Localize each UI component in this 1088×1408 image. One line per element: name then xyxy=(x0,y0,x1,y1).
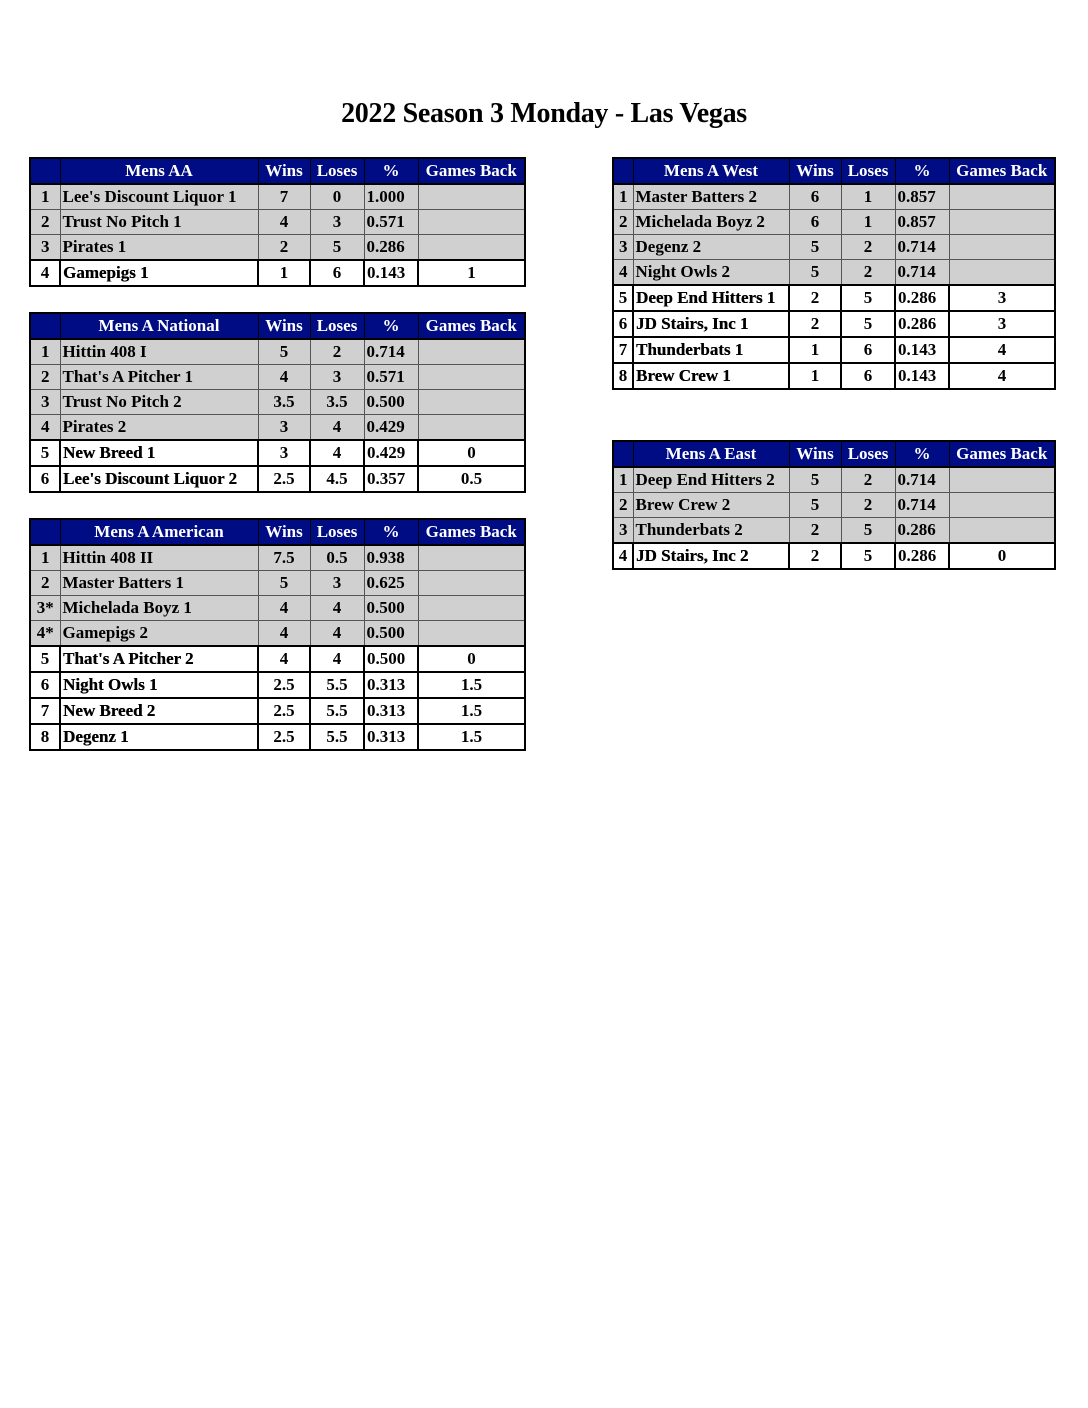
pct-value: 0.714 xyxy=(895,493,949,518)
games-back-value xyxy=(949,210,1055,235)
wins-value: 2.5 xyxy=(258,672,310,698)
wins-value: 3.5 xyxy=(258,390,310,415)
team-name: Thunderbats 1 xyxy=(633,337,789,363)
games-back-value xyxy=(418,596,525,621)
loses-header: Loses xyxy=(310,158,364,184)
table-row xyxy=(30,596,525,621)
wins-value: 3 xyxy=(258,440,310,466)
table-row xyxy=(30,466,525,492)
games-back-value: 1.5 xyxy=(418,724,525,750)
loses-value: 2 xyxy=(841,260,895,286)
team-name: Night Owls 2 xyxy=(633,260,789,286)
team-name: Hittin 408 II xyxy=(60,545,258,571)
rank-cell: 3 xyxy=(613,518,633,544)
team-name: New Breed 2 xyxy=(60,698,258,724)
rank-cell: 2 xyxy=(613,210,633,235)
table-row xyxy=(613,363,1055,389)
rank-cell: 1 xyxy=(30,545,60,571)
loses-value: 3 xyxy=(310,571,364,596)
loses-value: 2 xyxy=(841,467,895,493)
pct-value: 0.286 xyxy=(895,311,949,337)
table-row xyxy=(30,210,525,235)
rank-cell: 3 xyxy=(30,235,60,261)
pct-value: 0.500 xyxy=(364,596,418,621)
pct-header: % xyxy=(895,158,949,184)
pct-value: 0.625 xyxy=(364,571,418,596)
loses-value: 3.5 xyxy=(310,390,364,415)
table-row xyxy=(30,260,525,286)
games-back-value xyxy=(949,260,1055,286)
games-back-value xyxy=(949,235,1055,260)
loses-value: 4 xyxy=(310,596,364,621)
games-back-value xyxy=(418,210,525,235)
wins-value: 5 xyxy=(789,493,841,518)
wins-value: 2 xyxy=(789,311,841,337)
team-name: Lee's Discount Liquor 2 xyxy=(60,466,258,492)
rank-cell: 2 xyxy=(613,493,633,518)
loses-value: 3 xyxy=(310,210,364,235)
pct-value: 0.143 xyxy=(364,260,418,286)
games-back-header: Games Back xyxy=(949,158,1055,184)
games-back-value xyxy=(418,571,525,596)
table-header-row xyxy=(30,313,525,339)
team-name: Degenz 2 xyxy=(633,235,789,260)
rank-cell: 1 xyxy=(30,339,60,365)
loses-value: 2 xyxy=(310,339,364,365)
wins-value: 3 xyxy=(258,415,310,441)
loses-header: Loses xyxy=(310,313,364,339)
page-title: 2022 Season 3 Monday - Las Vegas xyxy=(341,98,747,129)
rank-cell: 5 xyxy=(30,646,60,672)
pct-value: 0.143 xyxy=(895,363,949,389)
wins-header: Wins xyxy=(258,313,310,339)
wins-header: Wins xyxy=(258,519,310,545)
rank-header xyxy=(613,158,633,184)
team-name: JD Stairs, Inc 1 xyxy=(633,311,789,337)
wins-value: 4 xyxy=(258,646,310,672)
team-name: Brew Crew 1 xyxy=(633,363,789,389)
loses-value: 4.5 xyxy=(310,466,364,492)
games-back-value xyxy=(418,621,525,647)
wins-value: 7.5 xyxy=(258,545,310,571)
pct-value: 0.857 xyxy=(895,184,949,210)
rank-cell: 5 xyxy=(613,285,633,311)
games-back-header: Games Back xyxy=(418,519,525,545)
pct-header: % xyxy=(364,158,418,184)
games-back-value xyxy=(418,365,525,390)
team-name: Lee's Discount Liquor 1 xyxy=(60,184,258,210)
wins-value: 2 xyxy=(789,518,841,544)
loses-header: Loses xyxy=(841,441,895,467)
pct-value: 0.857 xyxy=(895,210,949,235)
games-back-value: 0.5 xyxy=(418,466,525,492)
table-row xyxy=(30,646,525,672)
wins-value: 5 xyxy=(789,467,841,493)
rank-cell: 7 xyxy=(30,698,60,724)
loses-value: 0.5 xyxy=(310,545,364,571)
pct-value: 0.313 xyxy=(364,698,418,724)
pct-value: 0.286 xyxy=(895,543,949,569)
pct-header: % xyxy=(364,313,418,339)
team-name: Michelada Boyz 2 xyxy=(633,210,789,235)
loses-value: 0 xyxy=(310,184,364,210)
pct-value: 0.286 xyxy=(895,285,949,311)
wins-value: 4 xyxy=(258,621,310,647)
team-name: Pirates 2 xyxy=(60,415,258,441)
games-back-value: 0 xyxy=(418,440,525,466)
games-back-value: 4 xyxy=(949,363,1055,389)
table-header-row xyxy=(613,158,1055,184)
table-row xyxy=(30,415,525,441)
rank-cell: 6 xyxy=(613,311,633,337)
loses-header: Loses xyxy=(310,519,364,545)
table-row xyxy=(30,698,525,724)
standings-table-mens-a-national xyxy=(29,312,526,493)
rank-cell: 3 xyxy=(30,390,60,415)
loses-header: Loses xyxy=(841,158,895,184)
table-row xyxy=(30,672,525,698)
games-back-value: 1.5 xyxy=(418,698,525,724)
loses-value: 5 xyxy=(841,518,895,544)
team-name: Gamepigs 1 xyxy=(60,260,258,286)
team-name: Michelada Boyz 1 xyxy=(60,596,258,621)
table-row xyxy=(30,339,525,365)
pct-value: 0.429 xyxy=(364,440,418,466)
games-back-value xyxy=(949,184,1055,210)
games-back-value: 0 xyxy=(949,543,1055,569)
pct-value: 0.571 xyxy=(364,365,418,390)
team-name: New Breed 1 xyxy=(60,440,258,466)
rank-cell: 1 xyxy=(30,184,60,210)
rank-cell: 1 xyxy=(613,184,633,210)
rank-cell: 2 xyxy=(30,571,60,596)
team-name: Deep End Hitters 1 xyxy=(633,285,789,311)
standings-table-mens-a-east xyxy=(612,440,1056,570)
wins-value: 5 xyxy=(789,235,841,260)
rank-header xyxy=(613,441,633,467)
rank-cell: 4* xyxy=(30,621,60,647)
loses-value: 1 xyxy=(841,210,895,235)
games-back-value: 3 xyxy=(949,311,1055,337)
division-name: Mens A West xyxy=(633,158,789,184)
wins-header: Wins xyxy=(789,441,841,467)
table-row xyxy=(613,467,1055,493)
table-row xyxy=(30,235,525,261)
games-back-value: 1.5 xyxy=(418,672,525,698)
team-name: Night Owls 1 xyxy=(60,672,258,698)
table-row xyxy=(613,543,1055,569)
wins-header: Wins xyxy=(258,158,310,184)
rank-header xyxy=(30,158,60,184)
loses-value: 5 xyxy=(310,235,364,261)
rank-cell: 3 xyxy=(613,235,633,260)
games-back-header: Games Back xyxy=(418,313,525,339)
team-name: JD Stairs, Inc 2 xyxy=(633,543,789,569)
table-row xyxy=(30,571,525,596)
wins-value: 2 xyxy=(258,235,310,261)
loses-value: 4 xyxy=(310,415,364,441)
rank-cell: 5 xyxy=(30,440,60,466)
games-back-header: Games Back xyxy=(949,441,1055,467)
team-name: Deep End Hitters 2 xyxy=(633,467,789,493)
wins-value: 6 xyxy=(789,184,841,210)
team-name: Gamepigs 2 xyxy=(60,621,258,647)
wins-value: 7 xyxy=(258,184,310,210)
table-row xyxy=(613,235,1055,260)
table-row xyxy=(30,390,525,415)
wins-value: 2.5 xyxy=(258,698,310,724)
team-name: Thunderbats 2 xyxy=(633,518,789,544)
team-name: Master Batters 2 xyxy=(633,184,789,210)
rank-cell: 7 xyxy=(613,337,633,363)
loses-value: 2 xyxy=(841,235,895,260)
wins-value: 4 xyxy=(258,210,310,235)
pct-header: % xyxy=(895,441,949,467)
loses-value: 2 xyxy=(841,493,895,518)
rank-cell: 4 xyxy=(30,260,60,286)
wins-value: 5 xyxy=(258,339,310,365)
wins-value: 2.5 xyxy=(258,724,310,750)
games-back-value xyxy=(418,415,525,441)
loses-value: 4 xyxy=(310,646,364,672)
rank-header xyxy=(30,519,60,545)
wins-value: 1 xyxy=(258,260,310,286)
loses-value: 6 xyxy=(310,260,364,286)
loses-value: 4 xyxy=(310,621,364,647)
rank-cell: 6 xyxy=(30,672,60,698)
games-back-value: 0 xyxy=(418,646,525,672)
pct-value: 0.938 xyxy=(364,545,418,571)
table-header-row xyxy=(613,441,1055,467)
loses-value: 6 xyxy=(841,337,895,363)
team-name: Master Batters 1 xyxy=(60,571,258,596)
wins-value: 1 xyxy=(789,363,841,389)
games-back-value: 4 xyxy=(949,337,1055,363)
table-row xyxy=(613,493,1055,518)
loses-value: 5 xyxy=(841,285,895,311)
pct-value: 0.500 xyxy=(364,621,418,647)
team-name: Pirates 1 xyxy=(60,235,258,261)
table-header-row xyxy=(30,519,525,545)
division-name: Mens A East xyxy=(633,441,789,467)
rank-cell: 8 xyxy=(613,363,633,389)
loses-value: 5.5 xyxy=(310,698,364,724)
division-name: Mens A National xyxy=(60,313,258,339)
loses-value: 6 xyxy=(841,363,895,389)
wins-value: 2 xyxy=(789,285,841,311)
standings-table-mens-a-american xyxy=(29,518,526,751)
pct-value: 1.000 xyxy=(364,184,418,210)
table-row xyxy=(613,518,1055,544)
rank-cell: 4 xyxy=(613,260,633,286)
pct-header: % xyxy=(364,519,418,545)
games-back-value xyxy=(949,467,1055,493)
wins-value: 5 xyxy=(789,260,841,286)
pct-value: 0.714 xyxy=(364,339,418,365)
rank-cell: 3* xyxy=(30,596,60,621)
wins-value: 2.5 xyxy=(258,466,310,492)
table-row xyxy=(30,440,525,466)
pct-value: 0.429 xyxy=(364,415,418,441)
games-back-header: Games Back xyxy=(418,158,525,184)
loses-value: 5.5 xyxy=(310,672,364,698)
wins-header: Wins xyxy=(789,158,841,184)
team-name: Trust No Pitch 2 xyxy=(60,390,258,415)
pct-value: 0.500 xyxy=(364,390,418,415)
wins-value: 6 xyxy=(789,210,841,235)
table-row xyxy=(613,285,1055,311)
games-back-value xyxy=(418,235,525,261)
pct-value: 0.286 xyxy=(895,518,949,544)
division-name: Mens A American xyxy=(60,519,258,545)
wins-value: 4 xyxy=(258,596,310,621)
pct-value: 0.714 xyxy=(895,260,949,286)
games-back-value xyxy=(949,518,1055,544)
rank-cell: 4 xyxy=(30,415,60,441)
rank-cell: 4 xyxy=(613,543,633,569)
games-back-value xyxy=(418,390,525,415)
standings-table-mens-aa xyxy=(29,157,526,287)
pct-value: 0.286 xyxy=(364,235,418,261)
rank-cell: 8 xyxy=(30,724,60,750)
pct-value: 0.500 xyxy=(364,646,418,672)
games-back-value xyxy=(949,493,1055,518)
table-row xyxy=(613,210,1055,235)
rank-cell: 2 xyxy=(30,210,60,235)
division-name: Mens AA xyxy=(60,158,258,184)
wins-value: 4 xyxy=(258,365,310,390)
team-name: Brew Crew 2 xyxy=(633,493,789,518)
team-name: Hittin 408 I xyxy=(60,339,258,365)
team-name: Trust No Pitch 1 xyxy=(60,210,258,235)
pct-value: 0.714 xyxy=(895,235,949,260)
table-row xyxy=(30,184,525,210)
table-row xyxy=(30,724,525,750)
pct-value: 0.313 xyxy=(364,672,418,698)
loses-value: 1 xyxy=(841,184,895,210)
wins-value: 2 xyxy=(789,543,841,569)
loses-value: 3 xyxy=(310,365,364,390)
games-back-value xyxy=(418,339,525,365)
pct-value: 0.313 xyxy=(364,724,418,750)
rank-cell: 1 xyxy=(613,467,633,493)
table-row xyxy=(30,621,525,647)
games-back-value: 3 xyxy=(949,285,1055,311)
games-back-value xyxy=(418,184,525,210)
games-back-value xyxy=(418,545,525,571)
table-row xyxy=(613,311,1055,337)
table-row xyxy=(613,337,1055,363)
table-header-row xyxy=(30,158,525,184)
table-row xyxy=(30,365,525,390)
rank-cell: 2 xyxy=(30,365,60,390)
table-row xyxy=(613,260,1055,286)
rank-header xyxy=(30,313,60,339)
standings-table-mens-a-west xyxy=(612,157,1056,390)
team-name: Degenz 1 xyxy=(60,724,258,750)
loses-value: 5.5 xyxy=(310,724,364,750)
loses-value: 5 xyxy=(841,311,895,337)
team-name: That's A Pitcher 2 xyxy=(60,646,258,672)
pct-value: 0.143 xyxy=(895,337,949,363)
wins-value: 1 xyxy=(789,337,841,363)
games-back-value: 1 xyxy=(418,260,525,286)
table-row xyxy=(30,545,525,571)
table-row xyxy=(613,184,1055,210)
pct-value: 0.714 xyxy=(895,467,949,493)
loses-value: 5 xyxy=(841,543,895,569)
rank-cell: 6 xyxy=(30,466,60,492)
wins-value: 5 xyxy=(258,571,310,596)
pct-value: 0.571 xyxy=(364,210,418,235)
pct-value: 0.357 xyxy=(364,466,418,492)
team-name: That's A Pitcher 1 xyxy=(60,365,258,390)
loses-value: 4 xyxy=(310,440,364,466)
